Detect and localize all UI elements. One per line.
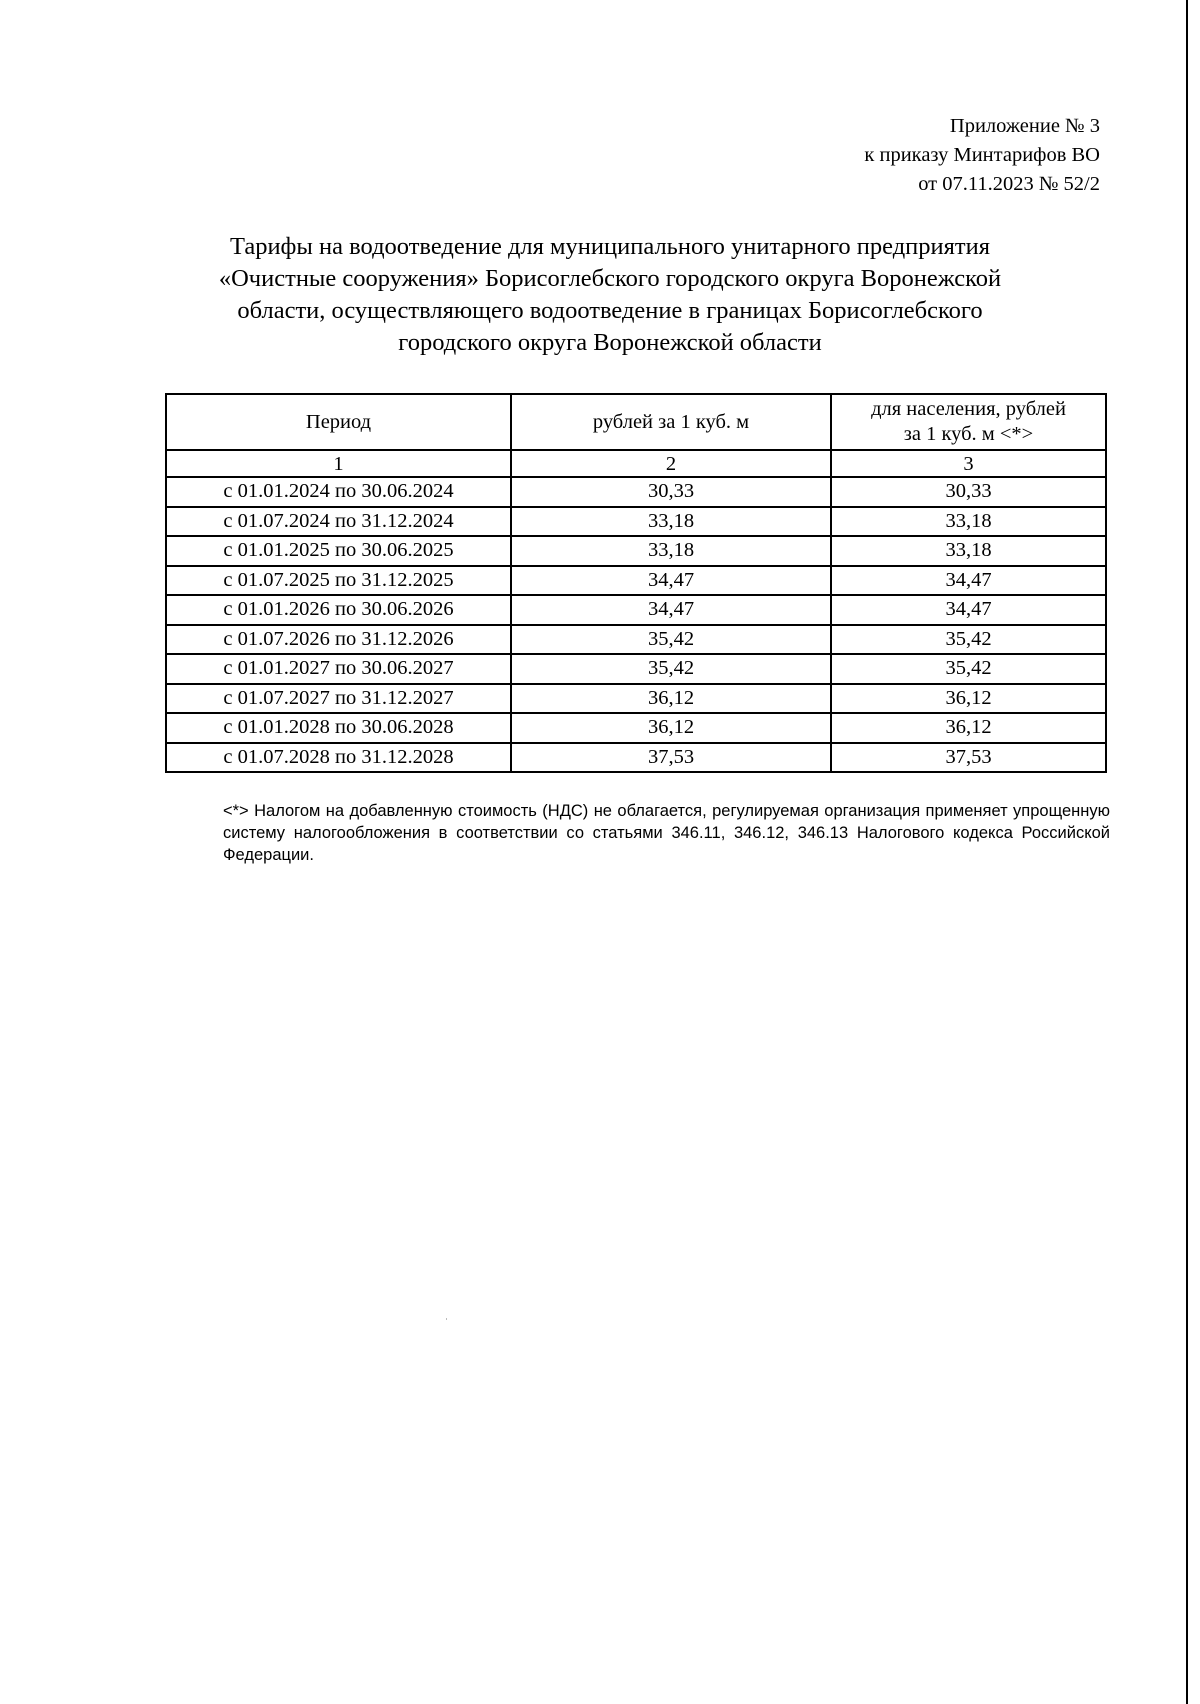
cell-population-rate: 36,12 [831, 713, 1106, 743]
cell-population-rate: 37,53 [831, 743, 1106, 773]
cell-period: с 01.01.2024 по 30.06.2024 [166, 477, 511, 507]
table-row [166, 536, 1106, 566]
title-line: «Очистные сооружения» Борисоглебского городского округа Воронежской [218, 265, 1002, 292]
tariffs-table [165, 393, 1107, 773]
table-row [166, 595, 1106, 625]
table-row [166, 684, 1106, 714]
table-row [166, 625, 1106, 655]
cell-population-rate: 36,12 [831, 684, 1106, 714]
cell-population-rate: 35,42 [831, 654, 1106, 684]
cell-period: с 01.01.2026 по 30.06.2026 [166, 595, 511, 625]
appendix-header [864, 112, 1100, 199]
header-population-rate-line1: для населения, рублей [871, 398, 1066, 420]
appendix-number: Приложение № 3 [949, 115, 1100, 137]
header-population-rate [831, 394, 1106, 450]
appendix-order-date: от 07.11.2023 № 52/2 [918, 173, 1100, 195]
vat-footnote [165, 800, 1110, 866]
table-row [166, 566, 1106, 596]
cell-period: с 01.07.2026 по 31.12.2026 [166, 625, 511, 655]
cell-rate: 37,53 [511, 743, 831, 773]
cell-rate: 34,47 [511, 566, 831, 596]
header-rate: рублей за 1 куб. м [511, 394, 831, 450]
table-row [166, 743, 1106, 773]
cell-population-rate: 34,47 [831, 566, 1106, 596]
cell-rate: 36,12 [511, 684, 831, 714]
column-number: 3 [831, 450, 1106, 477]
cell-period: с 01.07.2024 по 31.12.2024 [166, 507, 511, 537]
table-row [166, 713, 1106, 743]
title-line: Тарифы на водоотведение для муниципального унитарного предприятия [229, 233, 991, 260]
cell-period: с 01.01.2025 по 30.06.2025 [166, 536, 511, 566]
column-number: 1 [166, 450, 511, 477]
cell-rate: 34,47 [511, 595, 831, 625]
cell-rate: 35,42 [511, 625, 831, 655]
table-row [166, 507, 1106, 537]
document-title [150, 231, 1070, 359]
cell-population-rate: 35,42 [831, 625, 1106, 655]
cell-period: с 01.07.2028 по 31.12.2028 [166, 743, 511, 773]
cell-population-rate: 30,33 [831, 477, 1106, 507]
footnote-text: <*> Налогом на добавленную стоимость (НДС) не облагается, регулируемая организация применяет упрощенную систему налогообложения в соответствии со статьями 346.11, 346.12, 346.13 Налогового кодекса Российской Федерации. [223, 802, 1110, 864]
header-population-rate-line2: за 1 куб. м <*> [903, 423, 1034, 445]
cell-period: с 01.07.2025 по 31.12.2025 [166, 566, 511, 596]
cell-population-rate: 34,47 [831, 595, 1106, 625]
page-edge-line [1186, 0, 1188, 1704]
cell-rate: 33,18 [511, 507, 831, 537]
title-line: области, осуществляющего водоотведение в границах Борисоглебского [237, 297, 983, 324]
table-row [166, 654, 1106, 684]
table-row [166, 477, 1106, 507]
table-header-row [166, 394, 1106, 450]
appendix-order-reference: к приказу Минтарифов ВО [864, 144, 1100, 166]
cell-period: с 01.01.2028 по 30.06.2028 [166, 713, 511, 743]
header-period: Период [166, 394, 511, 450]
cell-rate: 35,42 [511, 654, 831, 684]
column-number: 2 [511, 450, 831, 477]
scan-speck [446, 1318, 447, 1320]
cell-population-rate: 33,18 [831, 507, 1106, 537]
column-number-row [166, 450, 1106, 477]
cell-period: с 01.07.2027 по 31.12.2027 [166, 684, 511, 714]
cell-rate: 33,18 [511, 536, 831, 566]
cell-period: с 01.01.2027 по 30.06.2027 [166, 654, 511, 684]
cell-rate: 30,33 [511, 477, 831, 507]
cell-population-rate: 33,18 [831, 536, 1106, 566]
title-line: городского округа Воронежской области [398, 329, 822, 356]
cell-rate: 36,12 [511, 713, 831, 743]
